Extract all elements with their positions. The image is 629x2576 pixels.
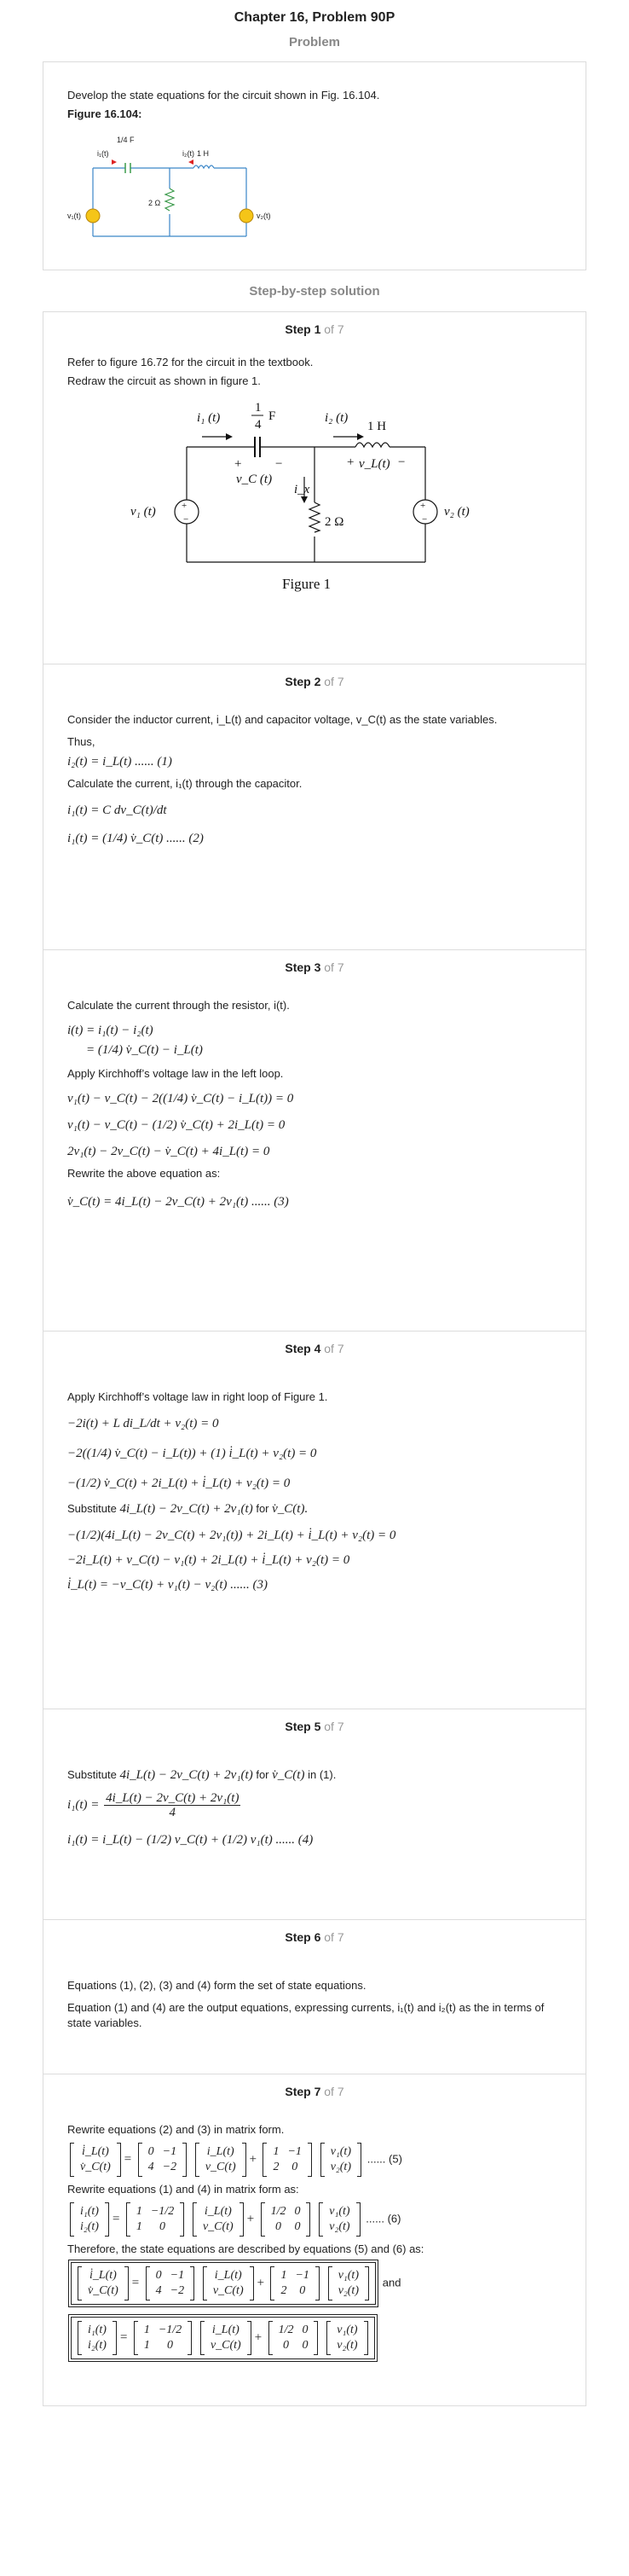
svg-text:−: − [398, 455, 406, 469]
fig1-ix-label: i_x [294, 483, 310, 496]
b5-x0: i_L(t) [214, 2269, 242, 2282]
step-2-eq-1: i₂(t) = i_L(t) ...... (1) [67, 755, 172, 769]
fig-i2-label: i₂(t) [182, 149, 194, 158]
fig1-v2-label: v₂ (t) [444, 505, 470, 519]
fig1-i1-label: i₁ (t) [197, 411, 221, 425]
m5-x1: v_C(t) [205, 2161, 236, 2173]
step-7-boxed-eq-6: i₁(t) i₂(t) = 1 −1/2 1 0 i_L(t) v_C(t) + 1/2 0 0 0 v₁(t) v₂(t) [67, 2313, 562, 2363]
fig1-i2-label: i₂ (t) [325, 411, 349, 425]
m6-x0: i_L(t) [204, 2205, 232, 2218]
step-4-eq-4: −(1/2)(4i_L(t) − 2v_C(t) + 2v₁(t)) + 2i_L(t) + i̇_L(t) + v₂(t) = 0 [67, 1529, 396, 1542]
b5-u0: v₁(t) [338, 2269, 359, 2282]
fig-i1-label: i₁(t) [97, 149, 109, 158]
step-4-sub-m: 4i_L(t) − 2v_C(t) + 2v₁(t) [119, 1502, 253, 1516]
svg-text:+: + [347, 455, 355, 469]
step-4-sub-c: v̇_C(t). [272, 1502, 309, 1516]
m6-d00: 1/2 [270, 2205, 286, 2218]
step-1-title: Step 1 [285, 322, 321, 336]
fig1-vc-label: v_C (t) [236, 473, 273, 486]
step-1 [43, 312, 586, 664]
m5-xdot-0: i̇_L(t) [81, 2145, 109, 2158]
b6-x0: i_L(t) [211, 2324, 239, 2336]
step-4-eq-5: −2i_L(t) + v_C(t) − v₁(t) + 2i_L(t) + i̇_L(t) + v₂(t) = 0 [67, 1553, 350, 1567]
step-7-text-3: Therefore, the state equations are described by equations (5) and (6) as: [67, 2242, 424, 2255]
b5-b01: −1 [295, 2269, 309, 2282]
step-2-title: Step 2 [285, 675, 321, 688]
solution-card [43, 311, 586, 2406]
step-4-eq-3: −(1/2) v̇_C(t) + 2i_L(t) + i̇_L(t) + v₂(t) = 0 [67, 1477, 291, 1490]
step-2-eq-2: i₁(t) = C dv_C(t)/dt [67, 804, 167, 817]
m6-d10: 0 [275, 2220, 282, 2233]
step-3-of: of 7 [324, 960, 344, 974]
svg-text:+: + [420, 501, 426, 511]
step-5-sub-b: for [256, 1768, 269, 1781]
m6-d11: 0 [294, 2220, 301, 2233]
m6-y1: i₂(t) [80, 2220, 99, 2233]
b6-d11: 0 [302, 2339, 309, 2352]
b6-d00: 1/2 [278, 2324, 294, 2336]
m5-a11: −2 [162, 2161, 177, 2173]
step-2 [43, 664, 586, 950]
step-3-title: Step 3 [285, 960, 321, 974]
step-4-of: of 7 [324, 1342, 344, 1355]
page-title: Chapter 16, Problem 90P [234, 10, 395, 25]
step-3-text-3: Rewrite the above equation as: [67, 1167, 221, 1180]
fig1-ind-label: 1 H [367, 420, 387, 433]
step-2-text-2: Thus, [67, 735, 95, 748]
m6-c01: −1/2 [150, 2205, 175, 2218]
step-6 [43, 1920, 586, 2074]
step-4-sub-b: for [256, 1502, 269, 1515]
svg-text:−: − [275, 457, 283, 471]
fig1-cap-den: 4 [255, 418, 262, 432]
b5-u1: v₂(t) [338, 2284, 359, 2297]
fig1-caption: Figure 1 [282, 576, 332, 592]
step-5-eq-2: i₁(t) = i_L(t) − (1/2) v_C(t) + (1/2) v₁(t) ...... (4) [67, 1833, 314, 1847]
b6-x1: v_C(t) [210, 2339, 241, 2352]
step-3-eq-1: i(t) = i₁(t) − i₂(t) [67, 1024, 153, 1037]
fig1-cap-num: 1 [255, 401, 262, 415]
m6-c00: 1 [136, 2205, 142, 2218]
step-3-eq-5: 2v₁(t) − 2v_C(t) − v̇_C(t) + 4i_L(t) = 0 [67, 1145, 270, 1158]
b5-a01: −1 [170, 2269, 185, 2282]
b6-c01: −1/2 [158, 2324, 182, 2336]
problem-heading: Problem [288, 35, 340, 49]
m6-d01: 0 [294, 2205, 301, 2218]
m6-tag: ...... (6) [366, 2212, 401, 2225]
fig-res-label: 2 Ω [148, 199, 161, 207]
step-5-sub-m: 4i_L(t) − 2v_C(t) + 2v₁(t) [119, 1768, 253, 1782]
m5-u0: v₁(t) [330, 2145, 351, 2158]
b5-a00: 0 [155, 2269, 162, 2282]
b6-d01: 0 [302, 2324, 309, 2336]
step-6-text-2: Equation (1) and (4) are the output equations, expressing currents, i₁(t) and i₂(t) as the in terms of state variables. [67, 2001, 545, 2029]
step-2-text-3: Calculate the current, i₁(t) through the capacitor. [67, 777, 303, 790]
step-4-eq-1: −2i(t) + L di_L/dt + v₂(t) = 0 [67, 1417, 219, 1430]
m5-a01: −1 [162, 2145, 177, 2158]
b5-b11: 0 [299, 2284, 306, 2297]
m6-c10: 1 [136, 2220, 142, 2233]
fig-v2-label: v₂(t) [257, 212, 271, 220]
step-1-text-1: Refer to figure 16.72 for the circuit in the textbook. [67, 356, 314, 368]
problem-circuit-figure [67, 125, 289, 245]
svg-text:−: − [183, 514, 189, 525]
m5-u1: v₂(t) [330, 2161, 351, 2173]
b5-xdot-0: i̇_L(t) [89, 2269, 117, 2282]
svg-text:+: + [234, 457, 242, 471]
m6-u0: v₁(t) [329, 2205, 350, 2218]
svg-text:+: + [182, 501, 188, 511]
b6-y0: i₁(t) [88, 2324, 107, 2336]
step-7-of: of 7 [324, 2085, 344, 2098]
step-4-eq-6: i̇_L(t) = −v_C(t) + v₁(t) − v₂(t) ...... (3) [67, 1578, 268, 1592]
step-6-of: of 7 [324, 1930, 344, 1944]
step-5 [43, 1709, 586, 1920]
fig1-res-label: 2 Ω [325, 515, 344, 529]
fig1-cap-unit: F [268, 409, 276, 423]
b6-c00: 1 [143, 2324, 150, 2336]
step-5-title: Step 5 [285, 1720, 321, 1733]
problem-card [43, 61, 586, 270]
step-3-eq-3: v₁(t) − v_C(t) − 2((1/4) v̇_C(t) − i_L(t)) = 0 [67, 1092, 294, 1105]
step-7-boxed-eq-5: i̇_L(t) v̇_C(t) = 0 −1 4 −2 i_L(t) v_C(t) + 1 −1 2 0 v₁(t) v₂(t) and [67, 2259, 562, 2308]
m5-b11: 0 [291, 2161, 298, 2173]
b6-c11: 0 [167, 2339, 174, 2352]
step-5-eq-1-den: 4 [169, 1806, 176, 1819]
fig1-v1-label: v₁ (t) [130, 505, 156, 519]
m5-b01: −1 [287, 2145, 302, 2158]
b6-y1: i₂(t) [88, 2339, 107, 2352]
step-5-eq-1 [67, 1791, 562, 1819]
step-3-text-2: Apply Kirchhoff’s voltage law in the left loop. [67, 1067, 284, 1080]
b5-xdot-1: v̇_C(t) [88, 2284, 118, 2297]
boxed-and: and [382, 2276, 401, 2289]
b5-a10: 4 [155, 2284, 162, 2297]
step-3-eq-4: v₁(t) − v_C(t) − (1/2) v̇_C(t) + 2i_L(t) = 0 [67, 1118, 286, 1132]
step-4-eq-2: −2((1/4) v̇_C(t) − i_L(t)) + (1) i̇_L(t) + v₂(t) = 0 [67, 1447, 317, 1460]
step-4-text-1: Apply Kirchhoff’s voltage law in right loop of Figure 1. [67, 1390, 328, 1403]
step-5-sub-a: Substitute [67, 1768, 117, 1781]
b6-u1: v₂(t) [337, 2339, 358, 2352]
fig-cap-label: 1/4 F [117, 136, 135, 144]
m5-b10: 2 [273, 2161, 280, 2173]
step-3-eq-6: v̇_C(t) = 4i_L(t) − 2v_C(t) + 2v₁(t) ...... (3) [67, 1195, 289, 1209]
step-5-sub-c: v̇_C(t) [272, 1768, 305, 1782]
b5-a11: −2 [170, 2284, 185, 2297]
solution-heading: Step-by-step solution [249, 284, 380, 299]
step-3-eq-2: = (1/4) v̇_C(t) − i_L(t) [86, 1043, 203, 1057]
figure-label: Figure 16.104: [67, 107, 142, 120]
m5-x0: i_L(t) [206, 2145, 234, 2158]
step-3 [43, 950, 586, 1332]
step-2-text-1: Consider the inductor current, i_L(t) and capacitor voltage, v_C(t) as the state variables. [67, 713, 498, 726]
step-2-eq-3: i₁(t) = (1/4) v̇_C(t) ...... (2) [67, 832, 204, 845]
m6-x1: v_C(t) [202, 2220, 234, 2233]
problem-text: Develop the state equations for the circuit shown in Fig. 16.104. [67, 89, 380, 102]
svg-text:−: − [422, 514, 428, 525]
step-7-text-1: Rewrite equations (2) and (3) in matrix form. [67, 2123, 285, 2136]
m5-a10: 4 [147, 2161, 154, 2173]
step-1-of: of 7 [324, 322, 344, 336]
m5-xdot-1: v̇_C(t) [80, 2161, 111, 2173]
step-1-text-2: Redraw the circuit as shown in figure 1. [67, 374, 261, 387]
step-7 [43, 2074, 586, 2405]
step-5-eq-1-num: 4i_L(t) − 2v_C(t) + 2v₁(t) [106, 1791, 239, 1805]
step-7-matrix-eq-5: i̇_L(t) v̇_C(t) = 0 −1 4 −2 i_L(t) v_C(t) + 1 −1 2 0 v₁(t) v₂(t) ...... (5) [67, 2143, 562, 2177]
step-5-of: of 7 [324, 1720, 344, 1733]
step-1-circuit-figure [127, 396, 502, 609]
fig1-vl-label: v_L(t) [359, 457, 390, 471]
m6-c11: 0 [159, 2220, 166, 2233]
step-4 [43, 1332, 586, 1709]
step-7-matrix-eq-6: i₁(t) i₂(t) = 1 −1/2 1 0 i_L(t) v_C(t) + 1/2 0 0 0 v₁(t) v₂(t) ...... (6) [67, 2202, 562, 2237]
m6-y0: i₁(t) [80, 2205, 99, 2218]
step-6-text-1: Equations (1), (2), (3) and (4) form the set of state equations. [67, 1979, 366, 1992]
b6-d10: 0 [283, 2339, 290, 2352]
step-3-text-1: Calculate the current through the resistor, i(t). [67, 999, 290, 1012]
b5-b10: 2 [280, 2284, 287, 2297]
step-5-sub-d: in (1). [308, 1768, 337, 1781]
m5-a00: 0 [147, 2145, 154, 2158]
step-4-sub-a: Substitute [67, 1502, 117, 1515]
m5-b00: 1 [273, 2145, 280, 2158]
fig-ind-label: 1 H [197, 149, 210, 158]
b6-u0: v₁(t) [337, 2324, 358, 2336]
b5-b00: 1 [280, 2269, 287, 2282]
step-5-eq-1-lhs: i₁(t) = [67, 1797, 100, 1812]
m5-tag: ...... (5) [366, 2152, 402, 2166]
b6-c10: 1 [143, 2339, 150, 2352]
step-6-title: Step 6 [285, 1930, 321, 1944]
b5-x1: v_C(t) [212, 2284, 244, 2297]
step-7-title: Step 7 [285, 2085, 321, 2098]
step-4-title: Step 4 [285, 1342, 321, 1355]
m6-u1: v₂(t) [329, 2220, 350, 2233]
step-7-text-2: Rewrite equations (1) and (4) in matrix form as: [67, 2183, 299, 2196]
fig-v1-label: v₁(t) [67, 212, 82, 220]
step-2-of: of 7 [324, 675, 344, 688]
